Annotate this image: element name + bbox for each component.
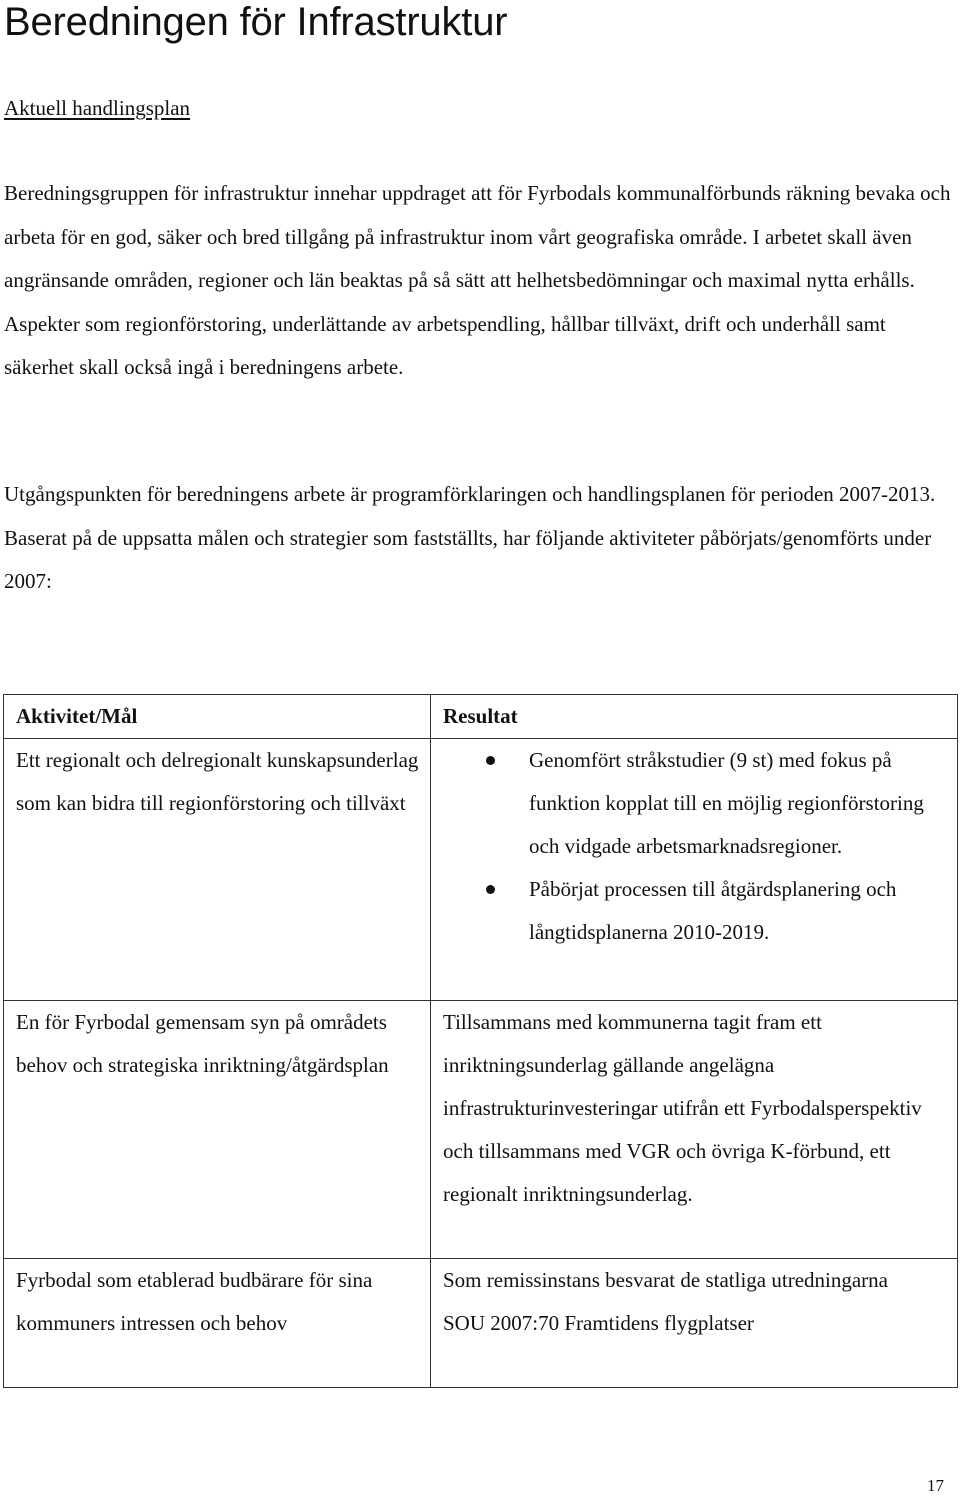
bullet-icon [486, 756, 495, 765]
bullet-icon [486, 885, 495, 894]
action-plan-table [3, 694, 958, 1388]
header-result: Resultat [431, 695, 958, 739]
table-row [4, 1001, 958, 1259]
table-row [4, 1259, 958, 1388]
table-header-row [4, 695, 958, 739]
intro-paragraph: Beredningsgruppen för infrastruktur innehar uppdraget att för Fyrbodals kommunalförbunds räkning bevaka och arbeta för en god, säker och bred tillgång på infrastruktur inom vårt geografiska område. I arbetet skall även angränsande områden, regioner och län beaktas på så sätt att helhetsbedömningar och maximal nytta erhålls. Aspekter som regionförstoring, underlättande av arbetspendling, hållbar tillväxt, drift och underhåll samt säkerhet skall också ingå i beredningens arbete. [4, 181, 951, 379]
header-activity: Aktivitet/Mål [4, 695, 431, 739]
activity-cell: Ett regionalt och delregionalt kunskapsunderlag som kan bidra till regionförstoring och tillväxt [4, 739, 431, 1001]
page-number: 17 [927, 1476, 944, 1495]
result-line: SOU 2007:70 Framtidens flygplatser [443, 1311, 754, 1335]
result-bullet-text: Påbörjat processen till åtgärdsplanering och långtidsplanerna 2010-2019. [529, 877, 897, 944]
table-row [4, 739, 958, 1001]
result-bullet-text: Genomfört stråkstudier (9 st) med fokus på funktion kopplat till en möjlig regionförstoring och vidgade arbetsmarknadsregioner. [529, 748, 924, 858]
section-subtitle: Aktuell handlingsplan [4, 96, 191, 120]
result-cell: Tillsammans med kommunerna tagit fram ett inriktningsunderlag gällande angelägna infrastrukturinvesteringar utifrån ett Fyrbodalsperspektiv och tillsammans med VGR och övriga K-förbund, ett regionalt inriktningsunderlag. [431, 1001, 958, 1259]
result-cell [431, 1259, 958, 1388]
activity-cell: En för Fyrbodal gemensam syn på områdets behov och strategiska inriktning/åtgärdsplan [4, 1001, 431, 1259]
result-bullet [529, 868, 947, 954]
result-line: Som remissinstans besvarat de statliga utredningarna [443, 1268, 888, 1292]
result-bullet [529, 739, 947, 868]
starting-point-paragraph: Utgångspunkten för beredningens arbete är programförklaringen och handlingsplanen för perioden 2007-2013. Baserat på de uppsatta målen och strategier som fastställts, har följande aktiviteter påbörjats/genomförts under 2007: [4, 482, 936, 593]
page-title: Beredningen för Infrastruktur [4, 0, 508, 44]
result-cell [431, 739, 958, 1001]
activity-cell: Fyrbodal som etablerad budbärare för sina kommuners intressen och behov [4, 1259, 431, 1388]
result-bullet-list [443, 739, 947, 954]
